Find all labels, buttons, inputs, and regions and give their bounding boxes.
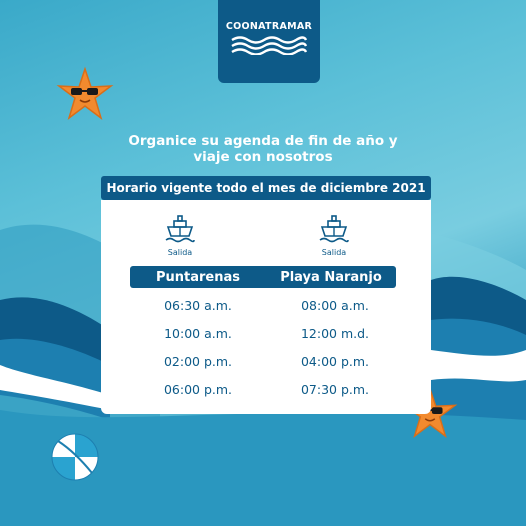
port-header-playa-naranjo [266,266,396,288]
departure-header-playa-naranjo [264,214,404,260]
times-puntarenas [128,292,268,404]
departure-time: 12:00 m.d. [300,326,370,341]
times-playa-naranjo [265,292,405,404]
wave-icon [230,35,308,55]
departure-label: Salida [321,248,347,257]
departure-time: 02:00 p.m. [163,354,233,369]
port-name: Puntarenas [155,269,241,285]
port-header-puntarenas [130,266,266,288]
departure-time: 08:00 a.m. [301,298,369,313]
schedule-card [101,200,431,414]
departure-time: 06:30 a.m. [164,298,232,313]
departure-time: 06:00 p.m. [163,382,233,397]
departure-header-puntarenas [110,214,250,260]
beach-ball-icon [50,432,100,482]
headline-line-2: viaje con nosotros [193,149,333,165]
brand-logo [218,0,320,83]
headline [80,133,446,165]
departure-label: Salida [167,248,193,257]
schedule-banner-text: Horario vigente todo el mes de diciembre 2021 [106,181,426,195]
port-name: Playa Naranjo [280,269,382,285]
schedule-banner [101,176,431,200]
starfish-sunglasses-icon [56,66,114,122]
ship-icon [164,214,196,246]
departure-time: 04:00 p.m. [300,354,370,369]
departure-time: 07:30 p.m. [300,382,370,397]
departure-time: 10:00 a.m. [164,326,232,341]
brand-name: COONATRAMAR [225,20,313,32]
ship-icon [318,214,350,246]
headline-line-1: Organice su agenda de fin de año y [128,133,398,149]
